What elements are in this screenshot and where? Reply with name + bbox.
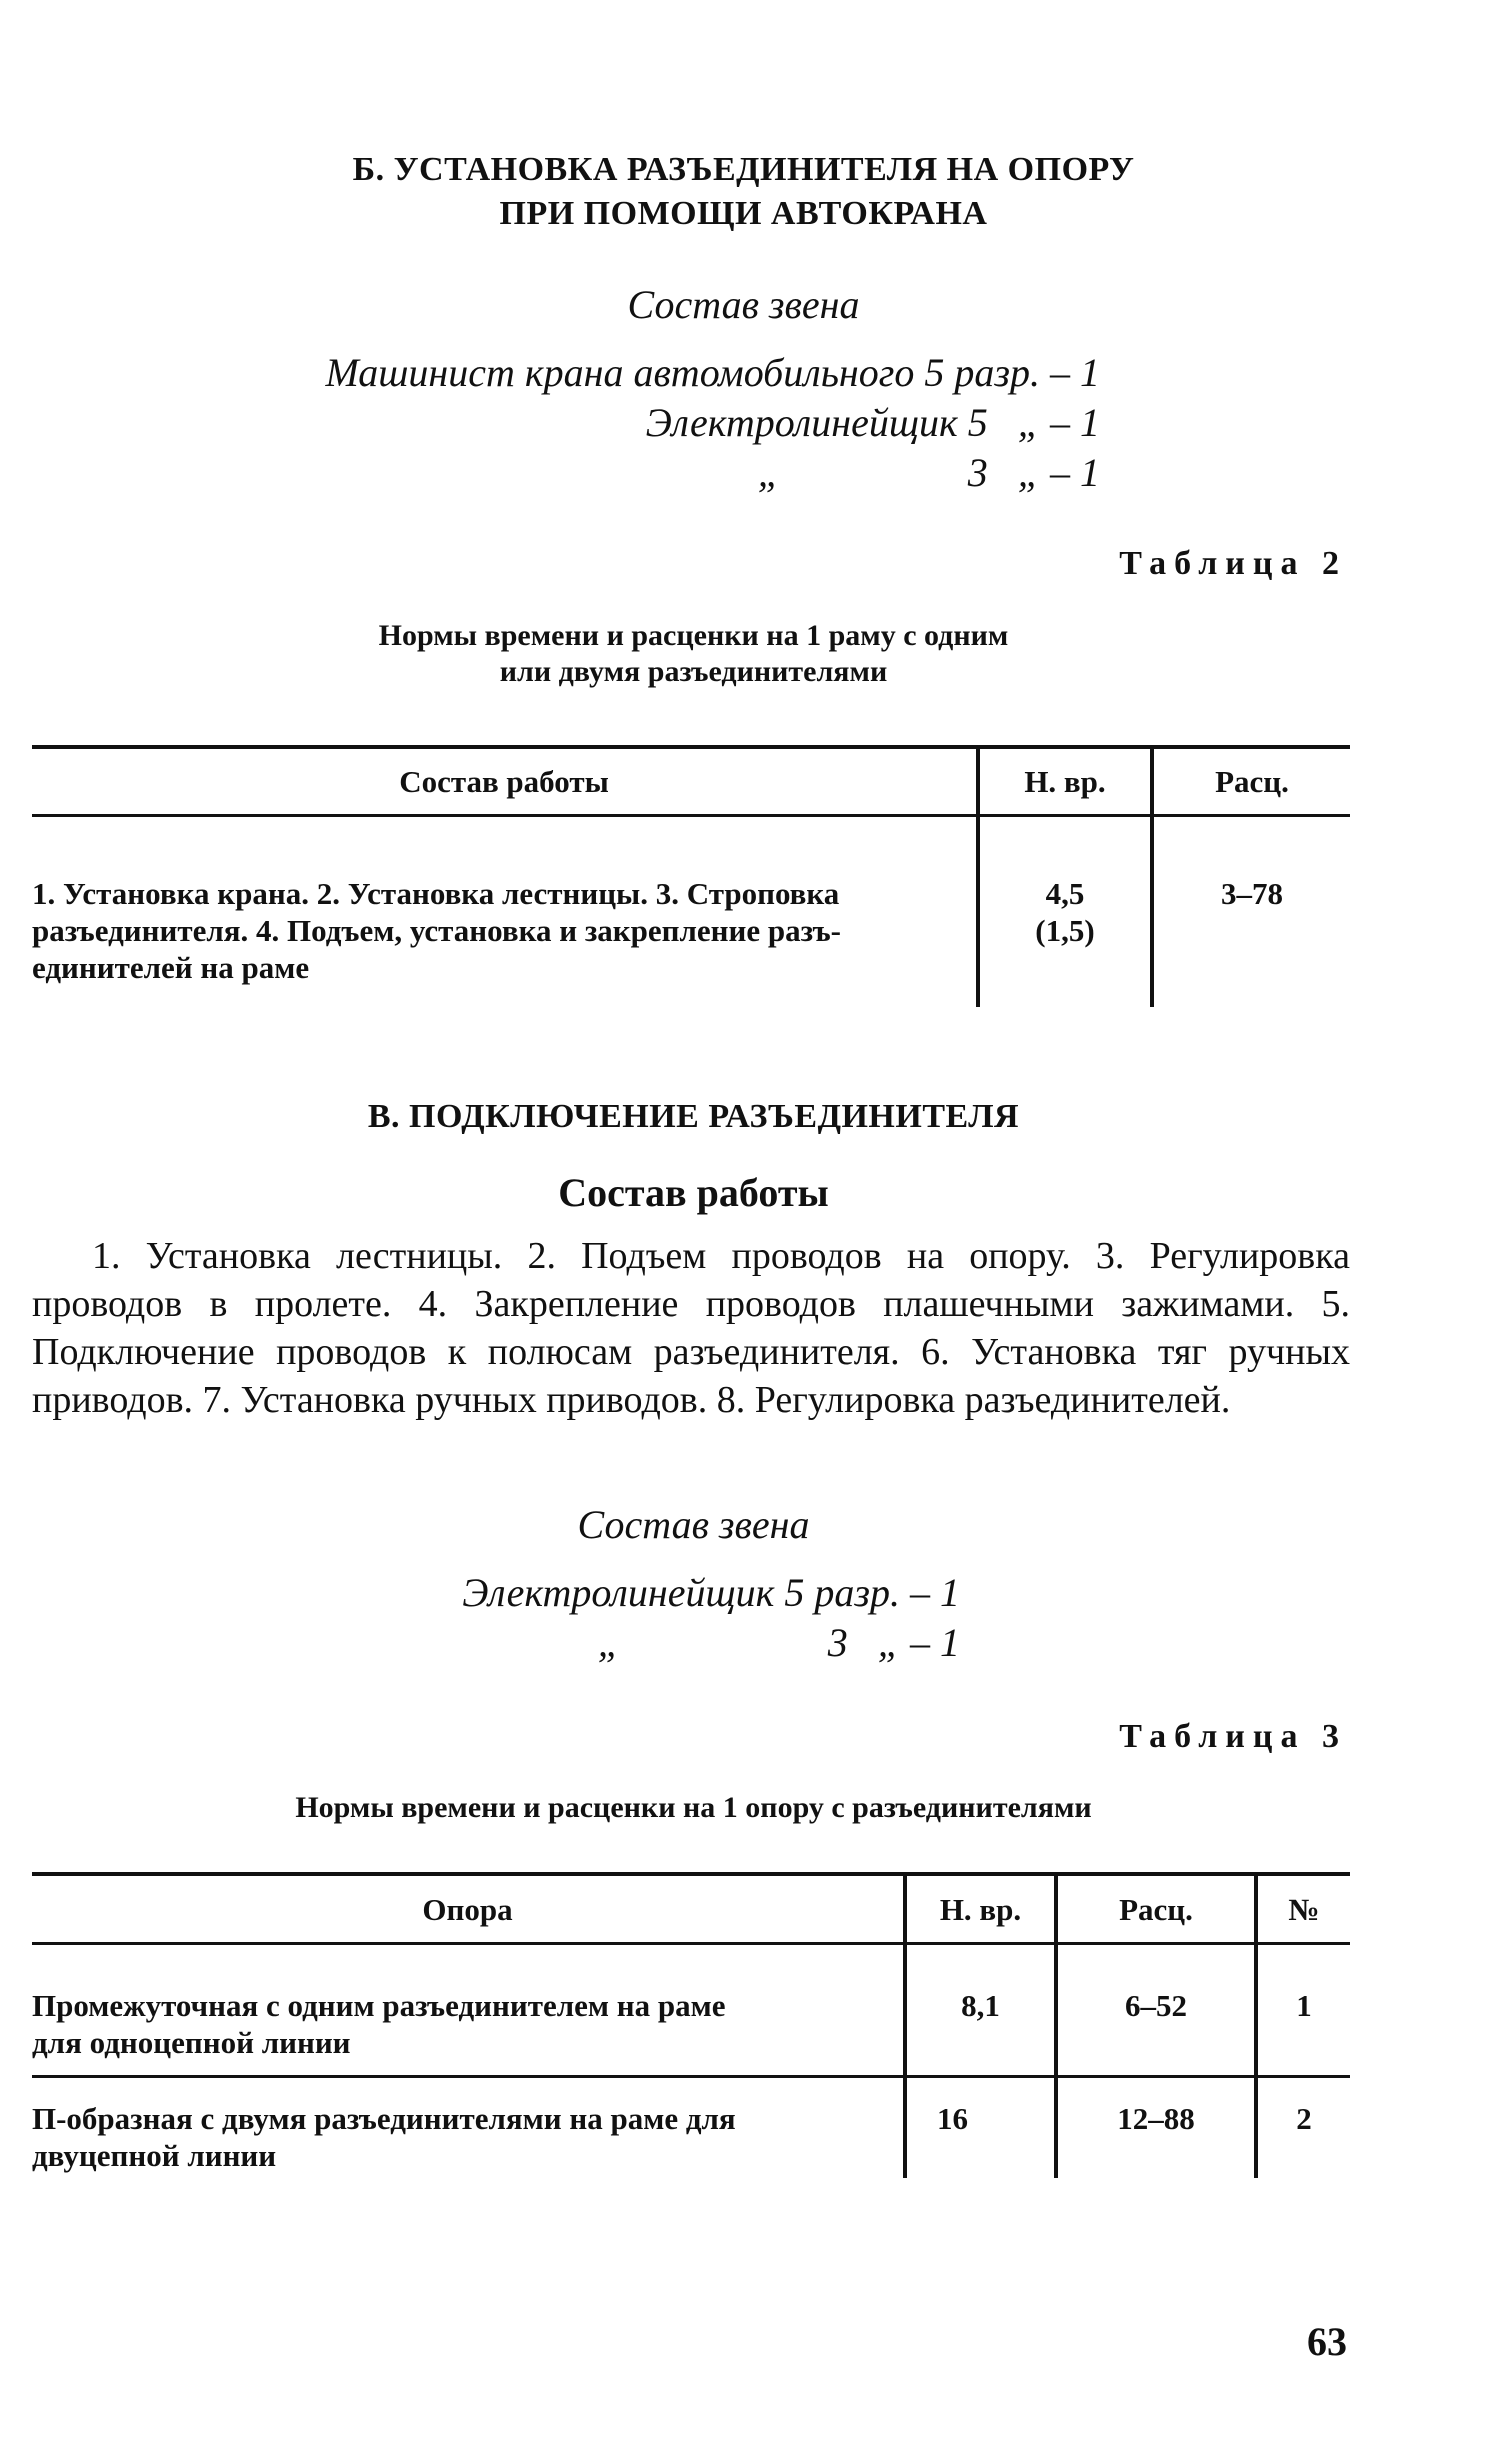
table3-label: Таблица 3	[1119, 1718, 1347, 1755]
table3-header-support: Опора	[422, 1892, 513, 1927]
table2-work-line: единителей на раме	[32, 950, 310, 985]
table2-header-work: Состав работы	[399, 764, 609, 799]
section-b-title-line1: Б. УСТАНОВКА РАЗЪЕДИНИТЕЛЯ НА ОПОРУ	[352, 151, 1135, 188]
crew-count: – 1	[910, 1570, 960, 1615]
table2-caption	[0, 618, 1387, 690]
table2-label: Таблица 2	[1119, 545, 1347, 582]
table3-norm: 8,1	[961, 1988, 1000, 2023]
table3-top-rule	[32, 1872, 1350, 1876]
section-v-work-text: 1. Установка лестницы. 2. Подъем проводов на опору. 3. Регулировка проводов в пролете. 4. Закрепление проводов плашечными зажимами. 5. Подключение проводов к полюсам разъединителя. 6. Установка тяг ручных приводов. 7. Установка ручных приводов. 8. Регулировка разъединителей.	[32, 1235, 1350, 1421]
crew-grade: 5 разр.	[784, 1570, 900, 1615]
crew-grade: 5 разр.	[924, 350, 1040, 395]
table3-support-line: П-образная с двумя разъединителями на раме для	[32, 2101, 736, 2136]
table3-header-num: №	[1288, 1892, 1320, 1927]
crew-row	[300, 1618, 960, 1668]
section-v-title: В. ПОДКЛЮЧЕНИЕ РАЗЪЕДИНИТЕЛЯ	[367, 1098, 1020, 1135]
crew-grade: 3 „	[967, 450, 1040, 495]
table-row	[32, 1987, 900, 2061]
section-b-crew-title: Состав звена	[627, 282, 860, 327]
crew-role: „	[757, 450, 780, 495]
table3-norm: 16	[937, 2101, 968, 2136]
table2-work-cell	[32, 875, 972, 986]
crew-count: – 1	[1050, 350, 1100, 395]
table3-header-norm: Н. вр.	[939, 1892, 1022, 1927]
table3-support-line: Промежуточная с одним разъединителем на раме	[32, 1988, 726, 2023]
table2-caption-line2: или двумя разъединителями	[499, 655, 888, 688]
table3-row-rule	[32, 2075, 1350, 2078]
crew-role: Электролинейщик	[645, 400, 958, 445]
section-v-crew	[300, 1568, 960, 1668]
crew-role: „	[597, 1620, 620, 1665]
table2-norm-cell	[980, 875, 1150, 949]
table2-norm-alt: (1,5)	[1035, 913, 1095, 948]
table2-caption-line1: Нормы времени и расценки на 1 раму с одним	[378, 619, 1009, 652]
crew-grade: 3 „	[827, 1620, 900, 1665]
table2-work-line: разъединителя. 4. Подъем, установка и закрепление разъ-	[32, 913, 841, 948]
table3-rate: 6–52	[1125, 1988, 1187, 2023]
table3-header-rate: Расц.	[1119, 1892, 1193, 1927]
table2-header-rate: Расц.	[1215, 764, 1289, 799]
crew-row	[250, 448, 1100, 498]
table3-support-line: для одноцепной линии	[32, 2025, 351, 2060]
table2-rate: 3–78	[1221, 876, 1283, 911]
table2-norm: 4,5	[1045, 876, 1085, 911]
table3-num: 1	[1296, 1988, 1312, 2023]
crew-grade: 5 „	[967, 400, 1040, 445]
crew-role: Машинист крана автомобильного	[325, 350, 915, 395]
crew-role: Электролинейщик	[462, 1570, 775, 1615]
crew-row	[250, 398, 1100, 448]
section-v-crew-title: Состав звена	[577, 1502, 810, 1547]
crew-count: – 1	[1050, 450, 1100, 495]
crew-count: – 1	[910, 1620, 960, 1665]
table3-header-rule	[32, 1942, 1350, 1945]
page-number: 63	[1307, 2319, 1347, 2364]
section-b-title	[0, 148, 1487, 236]
section-v-work-title: Состав работы	[558, 1170, 829, 1215]
table3-caption: Нормы времени и расценки на 1 опору с разъединителями	[295, 1791, 1092, 1824]
table3-support-line: двуцепной линии	[32, 2138, 277, 2173]
table2-work-line: 1. Установка крана. 2. Установка лестницы. 3. Строповка	[32, 876, 840, 911]
crew-count: – 1	[1050, 400, 1100, 445]
table3-num: 2	[1296, 2101, 1312, 2136]
section-b-title-line2: ПРИ ПОМОЩИ АВТОКРАНА	[499, 195, 988, 232]
section-b-crew	[250, 348, 1100, 498]
table2-header-norm: Н. вр.	[1024, 764, 1106, 799]
crew-row	[250, 348, 1100, 398]
crew-row	[300, 1568, 960, 1618]
table-row	[32, 2100, 900, 2174]
table3-rate: 12–88	[1117, 2101, 1195, 2136]
